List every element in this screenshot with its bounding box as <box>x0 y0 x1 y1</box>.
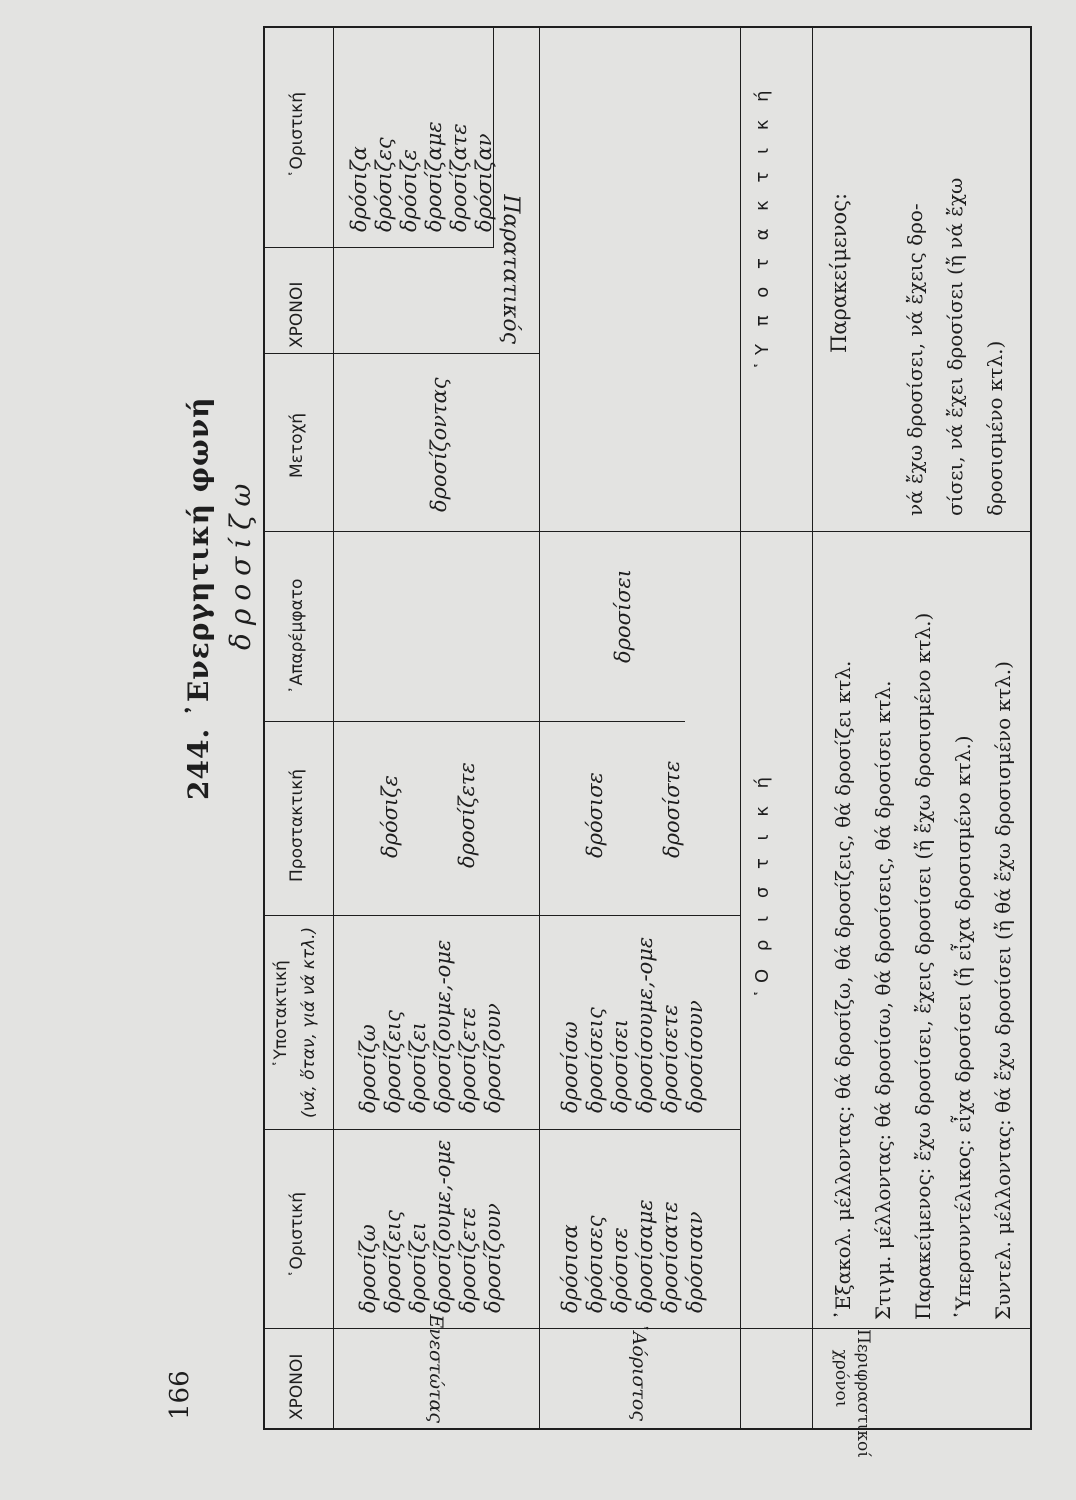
periphrastic-line: Στιγμ. μέλλοντας: θά δροσίσω, θά δροσίσεις, θά δροσίσει κτλ. <box>871 680 895 1320</box>
periphrastic-header-divider <box>812 28 813 1428</box>
form: δροσίζεις <box>381 1210 405 1313</box>
periphrastic-line: Παρακείμενος: ἔχω δροσίσει, ἔχεις δροσίσει (ἤ ἔχω δροσισμένο κτλ.) <box>911 612 935 1320</box>
periphrastic-line: νά ἔχω δροσίσει, νά ἔχεις δρο- <box>903 203 927 516</box>
form: δροσίσει <box>608 1018 632 1113</box>
verb-subtitle: δροσίζω <box>224 475 257 650</box>
aoristos-divider <box>740 28 741 1428</box>
periphrastic-line: σίσει, νά ἔχει δροσίσει (ἤ νά ἔχω <box>943 177 967 516</box>
form: δροσίζουν <box>481 1003 505 1113</box>
form: δροσίζουμε,-ομε <box>431 939 455 1113</box>
periphrastic-label-line2: χρόνοι <box>831 1349 851 1408</box>
header-aparemfato: ᾿Απαρέμφατο <box>287 578 307 694</box>
form: δροσίζαμε <box>422 121 446 232</box>
col-divider-4 <box>265 721 685 722</box>
col-divider-7 <box>265 247 494 248</box>
form: δροσίζει <box>406 1021 430 1113</box>
form: δροσίζετε <box>456 1207 480 1313</box>
form: δροσίσαμε <box>633 1199 657 1313</box>
form: δρόσισα <box>558 1224 582 1313</box>
row-label-periphrastic <box>830 1329 874 1458</box>
form: δρόσισαν <box>683 1211 707 1313</box>
form: δροσίζουν <box>481 1203 505 1313</box>
form: δροσίζατε <box>447 123 471 232</box>
periphrastic-line: Συντελ. μέλλοντας: θά ἔχω δροσίσει (ἤ θά ἔχω δροσισμένο κτλ.) <box>991 661 1015 1320</box>
form: δρόσιζες <box>372 137 396 232</box>
form: δρόσιζε <box>397 149 421 232</box>
page-number: 166 <box>165 1370 195 1420</box>
col-divider-5 <box>265 531 1030 532</box>
page-title: 244. ᾿Ενεργητική φωνή <box>182 396 215 800</box>
form: δροσίσουν <box>683 1000 707 1113</box>
row-label-aoristos: ᾿Αόριστος <box>628 1322 650 1421</box>
form: δροσίζουμε,-ομε <box>431 1139 455 1313</box>
header-divider <box>333 28 334 1428</box>
form: δρόσιζα <box>347 146 371 232</box>
form: δρόσιζαν <box>472 133 496 232</box>
enestotas-prostaktiki-pl: δροσίζετε <box>455 762 479 868</box>
periphrastic-line: δροσισμένο κτλ.) <box>983 340 1007 516</box>
form: δροσίσω <box>558 1021 582 1113</box>
header-prostaktiki: Προστακτική <box>287 769 307 882</box>
form: δροσίζω <box>356 1024 380 1113</box>
enestotas-metochi: δροσίζοντας <box>427 377 451 512</box>
periphrastic-ypotaktiki-header: ῾Υ π ο τ α κ τ ι κ ή <box>752 84 773 370</box>
enestotas-prostaktiki-sg: δρόσιζε <box>378 775 402 858</box>
form: δρόσισες <box>583 1215 607 1313</box>
enestotas-divider <box>539 28 540 1428</box>
form: δροσίσατε <box>658 1201 682 1313</box>
form: δροσίζεις <box>381 1010 405 1113</box>
header-oristiki: ῾Οριστική <box>287 1192 307 1278</box>
form: δροσίσουμε,-ομε <box>633 936 657 1113</box>
aoristos-aparemfato: δροσίσει <box>611 568 635 663</box>
form: δροσίζω <box>356 1224 380 1313</box>
header-chronoi-right: ΧΡΟΝΟΙ <box>287 281 307 348</box>
header-ypotaktiki: ῾Υποτακτική <box>271 960 291 1068</box>
row-label-paratatikos: Παρατατικός <box>498 194 523 344</box>
form: δρόσισε <box>608 1227 632 1313</box>
periphrastic-label-line1: Περιφραστικοί <box>853 1329 873 1458</box>
form: δροσίσεις <box>583 1007 607 1113</box>
header-metochi: Μετοχή <box>287 412 307 478</box>
form: δροσίζετε <box>456 1007 480 1113</box>
periphrastic-line: ῾Υπερσυντέλικος: εἶχα δροσίσει (ἤ εἶχα δροσισμένο κτλ.) <box>951 735 975 1320</box>
header-oristiki-right: ῾Οριστική <box>287 92 307 178</box>
periphrastic-line: ᾿Εξακολ. μέλλοντας: θά δροσίζω, θά δροσίζεις, θά δροσίζει κτλ. <box>831 660 855 1320</box>
form: δροσίσετε <box>658 1004 682 1113</box>
col-divider-2 <box>265 1129 740 1130</box>
header-chronoi: ΧΡΟΝΟΙ <box>287 1353 307 1420</box>
conjugation-table <box>263 26 1032 1458</box>
form: δροσίζει <box>406 1221 430 1313</box>
periphrastic-ypotaktiki-title: Παρακείμενος: <box>827 192 851 353</box>
periphrastic-oristiki-header: ῾Ο ρ ι σ τ ι κ ή <box>752 770 773 998</box>
row-label-enestotas: ᾿Ενεστώτας <box>425 1304 447 1423</box>
col-divider-6 <box>265 353 539 354</box>
header-ypotaktiki-note: (νά, ὅταν, γιά νά κτλ.) <box>299 926 319 1118</box>
aoristos-prostaktiki-pl: δροσίστε <box>660 760 684 858</box>
aoristos-prostaktiki-sg: δρόσισε <box>583 772 607 858</box>
col-divider-3 <box>265 915 740 916</box>
